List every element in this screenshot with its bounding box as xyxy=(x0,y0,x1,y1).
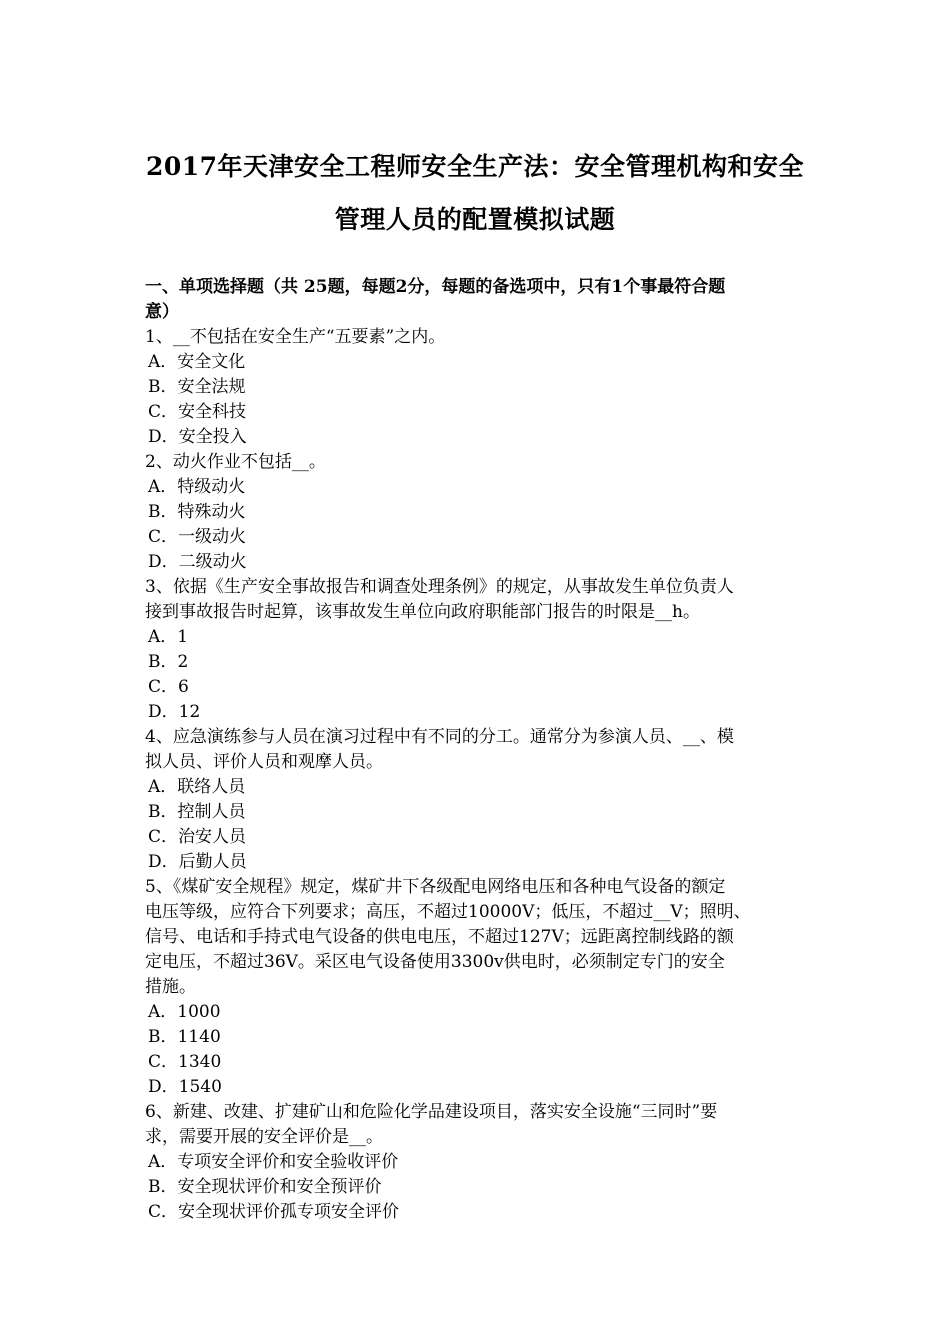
answer-option: D．12 xyxy=(148,702,201,722)
question-item xyxy=(145,875,810,1100)
answer-option: B．安全法规 xyxy=(148,377,246,397)
answer-option: D．后勤人员 xyxy=(148,852,247,872)
section-heading-line-1: 一、单项选择题（共 25题，每题2分，每题的备选项中，只有1个事最符合题 xyxy=(145,277,726,297)
question-item xyxy=(145,1100,810,1225)
page-title-line-1: 2017年天津安全工程师安全生产法：安全管理机构和安全 xyxy=(145,152,805,181)
answer-option: C．1340 xyxy=(148,1052,222,1072)
answer-option: D．安全投入 xyxy=(148,427,247,447)
answer-option: C．一级动火 xyxy=(148,527,247,547)
answer-option: A．安全文化 xyxy=(148,352,246,372)
answer-option: C．安全科技 xyxy=(148,402,247,422)
answer-option: B．安全现状评价和安全预评价 xyxy=(148,1177,382,1197)
document-body xyxy=(145,275,810,1225)
question-text-line: 信号、电话和手持式电气设备的供电电压，不超过127V；远距离控制线路的额 xyxy=(145,927,734,947)
question-text-line: 定电压，不超过36V。采区电气设备使用3300v供电时，必须制定专门的安全 xyxy=(145,952,725,972)
answer-option: A．联络人员 xyxy=(148,777,246,797)
answer-option: B．特殊动火 xyxy=(148,502,246,522)
answer-option: C．安全现状评价孤专项安全评价 xyxy=(148,1202,400,1222)
answer-option: D．1540 xyxy=(148,1077,222,1097)
question-item xyxy=(145,725,810,875)
question-text-line: 拟人员、评价人员和观摩人员。 xyxy=(145,752,383,772)
answer-option: A．1 xyxy=(148,627,189,647)
question-item xyxy=(145,450,810,575)
question-text-line: 措施。 xyxy=(145,977,196,997)
answer-option: A．1000 xyxy=(148,1002,221,1022)
question-item xyxy=(145,575,810,725)
question-text-line: 4、应急演练参与人员在演习过程中有不同的分工。通常分为参演人员、__、模 xyxy=(145,727,734,747)
question-text-line: 6、新建、改建、扩建矿山和危险化学品建设项目，落实安全设施“三同时”要 xyxy=(145,1102,718,1122)
answer-option: C．6 xyxy=(148,677,189,697)
question-text-line: 接到事故报告时起算，该事故发生单位向政府职能部门报告的时限是__h。 xyxy=(145,602,700,622)
page-title-line-2: 管理人员的配置模拟试题 xyxy=(334,205,616,234)
answer-option: C．治安人员 xyxy=(148,827,247,847)
answer-option: B．1140 xyxy=(148,1027,221,1047)
answer-option: D．二级动火 xyxy=(148,552,247,572)
question-text-line: 1、__不包括在安全生产“五要素”之内。 xyxy=(145,327,446,347)
answer-option: B．2 xyxy=(148,652,189,672)
question-text-line: 3、依据《生产安全事故报告和调查处理条例》的规定，从事故发生单位负责人 xyxy=(145,577,734,597)
question-list xyxy=(145,325,810,1225)
section-heading xyxy=(145,275,810,325)
answer-option: A．专项安全评价和安全验收评价 xyxy=(148,1152,399,1172)
question-item xyxy=(145,325,810,450)
answer-option: A．特级动火 xyxy=(148,477,246,497)
question-text-line: 电压等级，应符合下列要求；高压，不超过10000V；低压，不超过__V；照明、 xyxy=(145,902,751,922)
question-text-line: 2、动火作业不包括__。 xyxy=(145,452,326,472)
section-heading-line-2: 意） xyxy=(145,302,179,322)
question-text-line: 求，需要开展的安全评价是__。 xyxy=(145,1127,383,1147)
question-text-line: 5、《煤矿安全规程》规定，煤矿井下各级配电网络电压和各种电气设备的额定 xyxy=(145,877,726,897)
answer-option: B．控制人员 xyxy=(148,802,246,822)
